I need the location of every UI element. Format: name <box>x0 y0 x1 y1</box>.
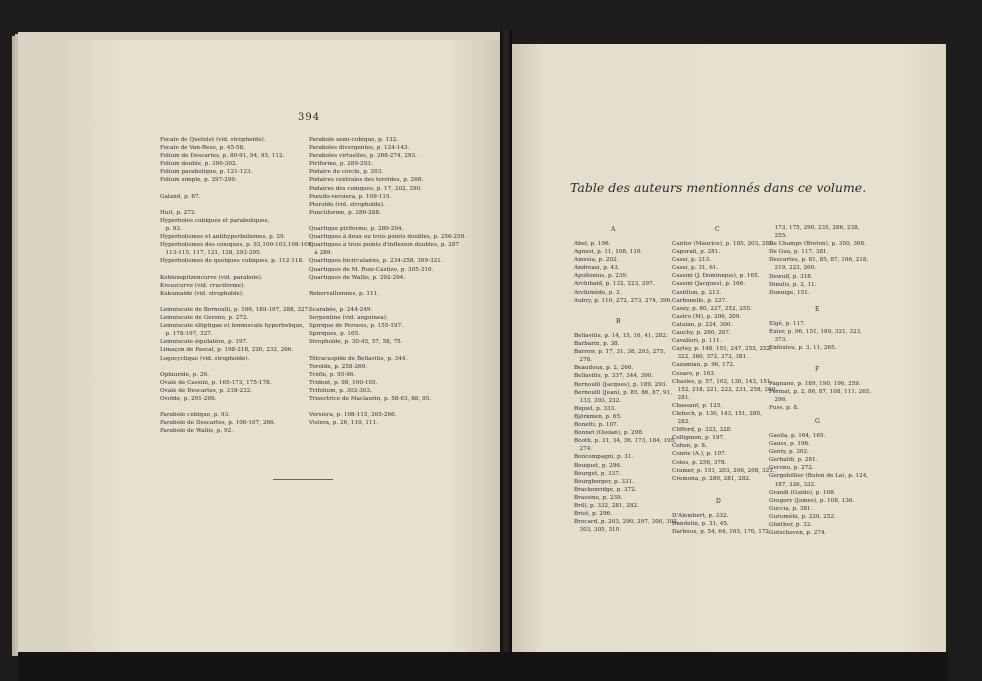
index-entry: Lemniscate de Gerono, p. 272. <box>160 315 249 322</box>
index-entry: Bonnet (Ossian), p. 298. <box>574 430 644 437</box>
index-entry: Fermat, p. 2, 86, 87, 108, 111, 265, <box>769 389 872 396</box>
section-letter-d: D <box>716 498 721 505</box>
index-entry: Bourgberger, p. 331. <box>574 478 634 485</box>
index-entry: Biquel, p. 333. <box>574 405 617 412</box>
index-entry: Kreuzcurve (vid. cruciforme). <box>160 282 246 289</box>
index-entry: Rebervalliennes, p. 111. <box>309 290 379 297</box>
index-entry: Cantor (Maurice), p. 105, 203, 281. <box>672 241 775 247</box>
index-entry: Ophiuride, p. 26. <box>160 371 209 378</box>
index-entry: Abel, p. 196. <box>574 241 611 247</box>
index-entry: 187, 326, 332. <box>769 481 817 488</box>
index-entry: Podaires centrales des toroïdes, p. 268. <box>309 177 424 184</box>
index-entry: Fuss, p. 8. <box>769 405 799 412</box>
index-entry <box>309 282 466 290</box>
index-entry: Spirique de Perseus, p. 155-197. <box>309 323 404 330</box>
index-entry: Dewulf, p. 318. <box>769 273 813 280</box>
index-entry: 322, 360, 372, 373, 381. <box>672 354 749 361</box>
index-entry: Castillon, p. 213. <box>672 289 722 296</box>
index-entry: De Champs (Breton), p. 350, 368. <box>769 241 866 248</box>
index-entry: Galand, p. 67. <box>160 193 201 200</box>
index-entry: Cremona, p. 280, 281, 282. <box>672 475 751 482</box>
index-entry: Casey, p. 80, 227, 252, 255. <box>672 305 752 312</box>
index-entry: 274. <box>574 446 593 453</box>
index-entry: 303, 305, 310. <box>574 527 622 534</box>
index-entry: 373. <box>769 337 788 344</box>
index-entry: Hyperbolismes et antihyperbolismes, p. 29. <box>160 234 286 241</box>
index-entry: Huit, p. 272. <box>160 209 197 216</box>
index-entry: Parabole cubique, p. 93. <box>160 412 231 419</box>
index-entry: Focale de Van-Rees, p. 45-58. <box>160 145 246 152</box>
index-entry: Chasles, p. 57, 102, 130, 143, 151, <box>672 378 773 385</box>
index-entry: Gauss, p. 196. <box>769 441 810 448</box>
index-entry: Ovale de Cassini, p. 165-173, 175-178. <box>160 379 272 386</box>
index-entry: Hyperboles cubiques et paraboliques, <box>160 217 270 224</box>
index-entry: Euler, p. 96, 151, 189, 321, 323, <box>769 329 863 336</box>
index-entry <box>309 346 466 354</box>
index-entry: Spiriques, p. 165. <box>309 331 361 338</box>
index-entry: D'Alembert, p. 332. <box>672 513 729 519</box>
index-entry <box>160 403 313 411</box>
index-entry: Agnesi, p. 11, 108, 110. <box>574 249 643 256</box>
index-entry: Hyperbolismes de quelques cubiques, p. 112-118. <box>160 258 304 265</box>
index-entry: Piriforme, p. 289-293. <box>309 161 373 168</box>
index-entry: Kohlenspitzencurve (vid. parabole). <box>160 274 263 281</box>
index-entry: Archibald, p. 132, 223, 297. <box>574 281 655 288</box>
index-entry: Chassant, p. 125. <box>672 402 723 409</box>
index-entry: Clebsch, p. 130, 143, 151, 280, <box>672 410 762 417</box>
index-entry: Bouquet, p. 296. <box>574 462 622 469</box>
index-entry: Grandi (Guido), p. 108. <box>769 489 836 496</box>
index-entry: Gergobillier (Bulon de La), p. 124, <box>769 473 869 480</box>
index-entry: Dandelin, p. 31, 45. <box>672 521 729 528</box>
index-entry: Scarabée, p. 244-249. <box>309 306 373 313</box>
index-entry: Kukumaide (vid. strophoïde). <box>160 290 244 297</box>
index-entry: Trifolium, p. 302-303. <box>309 387 372 394</box>
authors-list-c <box>672 240 777 483</box>
index-entry: Podaire du cercle, p. 203. <box>309 169 384 176</box>
index-entry: Quartiques de Wallis, p. 292-294. <box>309 274 406 281</box>
index-entry: Cazamian, p. 96, 172. <box>672 362 735 369</box>
index-entry: Pseudo-versiera, p. 109-115. <box>309 193 392 200</box>
authors-list-e <box>769 320 862 352</box>
index-entry: 113-115, 117, 121, 128, 293-295. <box>160 250 262 257</box>
index-entry: Björkmen, p. 65. <box>574 413 622 420</box>
index-entry: De Gua, p. 117, 381. <box>769 249 829 256</box>
index-entry: Cassini (Jacques), p. 166. <box>672 281 746 288</box>
index-entry: Cavalieri, p. 111. <box>672 338 722 345</box>
index-entry: Cassini (J. Dominique), p. 165. <box>672 273 760 280</box>
index-entry: Boncompagni, p. 31. <box>574 454 634 461</box>
index-entry: Cataian, p. 224, 300. <box>672 321 733 328</box>
index-entry: Archimède, p. 2. <box>574 289 622 296</box>
index-entry: Günther, p. 32. <box>769 522 813 529</box>
index-entry: Guccia, p. 381. <box>769 505 813 512</box>
index-entry: Limaçon de Pascal, p. 198-218, 220, 232, 266. <box>160 347 294 354</box>
index-entry: Apollonius, p. 239. <box>574 273 628 280</box>
index-entry: Toroïde, p. 258-269. <box>309 363 368 370</box>
authors-list-d-continued <box>769 224 868 297</box>
index-entry: Paraboles virtuelles, p. 268-274, 293. <box>309 153 417 160</box>
index-entry: Cesaro, p. 163. <box>672 370 716 377</box>
index-entry: p. 93. <box>160 226 182 233</box>
index-entry: Bernoulli (Jean), p. 85, 86, 87, 91, <box>574 389 673 396</box>
index-entry: à 289. <box>309 250 333 257</box>
index-entry: Cotes, p. 256, 378. <box>672 459 727 466</box>
index-entry: Quartiques à trois points d'inflexion doubles, p. 287 <box>309 242 459 249</box>
index-entry <box>160 266 313 274</box>
index-entry: Focale de Quetelet (vid. strophoïde). <box>160 137 266 143</box>
index-entry: Podaires des coniques, p. 17, 202, 290. <box>309 185 423 192</box>
index-entry: Clifford, p. 323, 328. <box>672 427 733 434</box>
index-entry: Parabole semi-cubique, p. 132. <box>309 137 399 143</box>
section-letter-e: E <box>815 306 820 313</box>
section-letter-c: C <box>715 226 720 233</box>
index-entry: Parabole de Descartes, p. 106-107, 266. <box>160 420 276 427</box>
index-entry: Folium simple, p. 297-299. <box>160 177 237 184</box>
index-entry: p. 178-197, 327. <box>160 331 213 338</box>
index-entry: Bourget, p. 337. <box>574 470 621 477</box>
index-entry <box>160 363 313 371</box>
index-entry: Cassi, p. 31, 61. <box>672 265 719 272</box>
index-entry: Quartiques de M. Ruiz-Castizo, p. 305-310. <box>309 266 434 273</box>
index-entry: Trident, p. 98, 100-105. <box>309 379 378 386</box>
index-entry: Strophoïde, p. 30-45, 57, 58, 75. <box>309 339 403 346</box>
index-entry: Visiera, p. 26, 110, 111. <box>309 420 379 427</box>
index-entry: Trisectrice de Maclaurin, p. 58-63, 88, 95. <box>309 396 432 402</box>
index-entry: Bellavitis, p. 14, 15, 16, 41, 282. <box>574 333 668 339</box>
index-entry: Lemniscate de Bernoulli, p. 166, 189-197, 288, 327. <box>160 306 311 313</box>
index-entry: Beaudoux, p. 2, 266. <box>574 365 634 372</box>
index-entry: 281. <box>672 394 691 401</box>
index-entry: Gerbaldi, p. 281. <box>769 457 818 464</box>
index-entry: Folium double, p. 300-302. <box>160 161 238 168</box>
section-letter-a: A <box>611 226 616 233</box>
index-entry: Versiera, p. 108-115, 265-266. <box>309 412 397 419</box>
index-entry: Ovoïde, p. 291-299. <box>160 396 217 402</box>
index-entry: Gaella, p. 164, 165. <box>769 433 826 439</box>
left-index-column-1 <box>160 136 313 435</box>
authors-list-b <box>574 332 679 534</box>
page-number: 394 <box>298 112 321 123</box>
index-entry: Genty, p. 302. <box>769 449 809 456</box>
index-entry: 219, 223, 260. <box>769 265 817 272</box>
index-entry: Descartes, p. 81, 85, 87, 106, 218, <box>769 257 869 264</box>
section-rule <box>273 479 333 480</box>
index-entry: Folium parabolique, p. 121-123. <box>160 169 253 176</box>
index-entry: Parabole de Wallis, p. 92. <box>160 428 234 435</box>
index-entry: Castro (M), p. 206, 209. <box>672 313 742 320</box>
index-entry <box>160 201 313 209</box>
index-entry: 173, 175, 290, 235, 286, 238, <box>769 225 860 231</box>
index-entry: Barbarin, p. 38. <box>574 341 620 348</box>
index-entry: Lemniscate équilatère, p. 197. <box>160 339 248 346</box>
index-entry: Trèfle, p. 95-96. <box>309 371 356 378</box>
page-title: Table des auteurs mentionnés dans ce volume. <box>570 180 867 195</box>
index-entry: Cassi, p. 213. <box>672 257 711 264</box>
index-entry: Quartiques bicirculaires, p. 234-258, 309-321. <box>309 258 443 265</box>
index-entry <box>160 185 313 193</box>
index-entry: Gerono, p. 272. <box>769 465 814 472</box>
section-letter-f: F <box>815 366 820 373</box>
index-entry <box>160 298 313 306</box>
index-entry: Carbonelle, p. 227. <box>672 297 728 304</box>
index-entry: Cramer, p. 151, 203, 206, 208, 321. <box>672 467 775 474</box>
authors-list-a <box>574 240 672 305</box>
index-entry: 152, 218, 221, 222, 231, 258, 260, <box>672 386 778 393</box>
index-entry: Dinulis, p. 2, 11. <box>769 281 817 288</box>
index-entry: Brill, p. 332, 281, 282. <box>574 502 639 509</box>
index-entry: Barrow, p. 17, 31, 38, 203, 275, <box>574 349 666 356</box>
index-entry: Briot, p. 296. <box>574 511 613 518</box>
index-entry: 278. <box>574 357 593 364</box>
section-letter-g: G <box>815 418 820 425</box>
index-entry: Quartiques à deux ou trois points doubles, p. 256-259. <box>309 234 467 241</box>
index-entry: Booth, p. 31, 34, 36, 173, 184, 195, <box>574 438 677 445</box>
index-entry: Enfeuleu, p. 3, 11, 265. <box>769 345 837 352</box>
index-entry: Bellavitis, p. 337, 344, 390. <box>574 373 654 380</box>
index-entry: Bernoulli (Jacques), p. 189, 293. <box>574 381 668 388</box>
index-entry: Fagnano, p. 189, 190, 196, 259. <box>769 381 861 387</box>
index-entry: Colligmon, p. 197. <box>672 435 725 442</box>
authors-list-g <box>769 432 868 537</box>
index-entry: Punctiforme, p. 286-288. <box>309 209 381 216</box>
index-entry: Amesia, p. 202. <box>574 257 619 264</box>
index-entry: Brackenridge, p. 372. <box>574 486 637 493</box>
index-entry: Cayley, p. 148, 151, 247, 255, 252, <box>672 346 773 353</box>
index-entry: Guruméhi, p. 239, 252. <box>769 513 836 520</box>
index-entry: Bonetti, p. 107. <box>574 422 619 429</box>
index-entry: Elgé, p. 117. <box>769 321 806 327</box>
index-entry: Comte (A.), p. 107. <box>672 451 727 458</box>
index-entry: Pteroïde (vid. strophoïde). <box>309 201 385 208</box>
index-entry: Darboux, p. 54, 64, 165, 170, 172, <box>672 529 771 536</box>
index-entry: 296. <box>769 397 788 404</box>
index-entry: Quartique piriforme, p. 289-294. <box>309 226 404 233</box>
index-entry: 133, 203, 232. <box>574 397 622 404</box>
index-entry: Folium de Descartes, p. 80-91, 94, 95, 112. <box>160 153 285 160</box>
index-entry: Andreasi, p. 43. <box>574 265 620 272</box>
index-entry: Aubry, p. 110, 272, 273, 274, 396. <box>574 297 673 304</box>
index-entry: Hyperbolismes des coniques, p. 93,100-103,108-109, <box>160 242 314 249</box>
index-entry: 255. <box>769 233 788 240</box>
index-entry <box>309 403 466 411</box>
section-letter-b: B <box>616 318 621 325</box>
index-entry: Tétracuspide de Bellavitis, p. 344. <box>309 355 408 362</box>
index-entry: Gutschoven, p. 274. <box>769 530 827 537</box>
background-edge <box>18 652 948 681</box>
authors-list-f <box>769 380 871 412</box>
index-entry: Cauchy, p. 260, 267. <box>672 330 731 337</box>
index-entry: Cohen, p. 8. <box>672 443 707 450</box>
index-entry: Brocard, p. 203, 290, 297, 300, 302, <box>574 519 679 526</box>
book-gutter <box>500 30 512 670</box>
index-entry: Brassine, p. 239. <box>574 494 623 501</box>
index-entry: Paraboles divergentes, p. 124-143. <box>309 145 410 152</box>
index-entry: Logocyclique (vid. strophoïde). <box>160 355 250 362</box>
index-entry: Ovale de Descartes, p. 218-232. <box>160 387 253 394</box>
index-entry <box>309 298 466 306</box>
index-entry: Serpentine (vid. anguinea). <box>309 315 388 322</box>
authors-list-d <box>672 512 771 536</box>
index-entry: Dunnige, 151. <box>769 289 810 296</box>
index-entry: Lemniscate elliptique et lemniscate hyperbolique, <box>160 323 305 330</box>
index-entry: Caporali, p. 281. <box>672 249 721 256</box>
left-index-column-2 <box>309 136 466 427</box>
index-entry: Gregory (James), p. 108, 136. <box>769 497 855 504</box>
index-entry: 282. <box>672 419 691 426</box>
index-entry <box>309 217 466 225</box>
